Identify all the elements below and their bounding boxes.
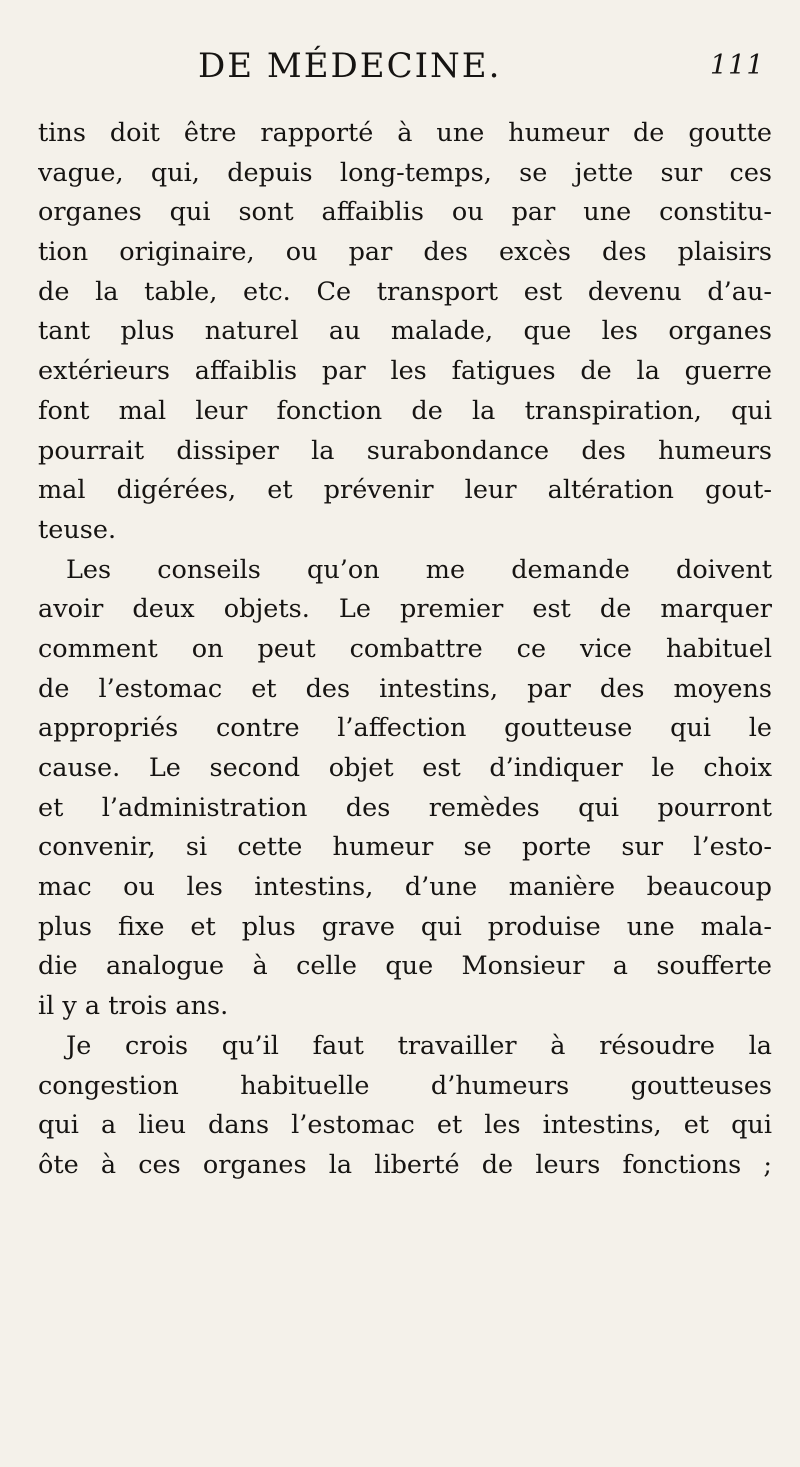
running-head-title: DE MÉDECINE. bbox=[198, 46, 502, 86]
text-line: tant plus naturel au malade, que les organes bbox=[38, 316, 772, 347]
paragraph-start-line: Les conseils qu’on me demande doivent bbox=[66, 554, 772, 585]
text-line: ôte à ces organes la liberté de leurs fonctions ; bbox=[38, 1149, 772, 1180]
text-line: vague, qui, depuis long-temps, se jette sur ces bbox=[38, 157, 772, 188]
page-number: 111 bbox=[710, 50, 765, 81]
text-line: qui a lieu dans l’estomac et les intestins, et qui bbox=[38, 1110, 772, 1141]
paragraph-end-line: teuse. bbox=[38, 514, 117, 545]
text-line: cause. Le second objet est d’indiquer le choix bbox=[38, 753, 772, 783]
text-line: organes qui sont affaiblis ou par une constitu- bbox=[38, 197, 772, 228]
text-line: appropriés contre l’affection goutteuse qui le bbox=[38, 713, 772, 744]
text-line: et l’administration des remèdes qui pourront bbox=[38, 792, 772, 823]
text-line: tion originaire, ou par des excès des plaisirs bbox=[38, 237, 772, 268]
text-line: mac ou les intestins, d’une manière beaucoup bbox=[38, 872, 772, 903]
paragraph-end-line: il y a trois ans. bbox=[38, 991, 229, 1022]
text-line: plus fixe et plus grave qui produise une mala- bbox=[38, 911, 772, 942]
text-line: extérieurs affaiblis par les fatigues de la guerre bbox=[38, 356, 772, 387]
text-line: de la table, etc. Ce transport est devenu d’au- bbox=[38, 276, 772, 307]
text-line: avoir deux objets. Le premier est de marquer bbox=[38, 594, 772, 625]
text-line: congestion habituelle d’humeurs goutteuses bbox=[38, 1070, 772, 1101]
text-line: pourrait dissiper la surabondance des humeurs bbox=[38, 435, 772, 466]
text-line: convenir, si cette humeur se porte sur l’esto- bbox=[38, 832, 772, 863]
text-line: tins doit être rapporté à une humeur de goutte bbox=[38, 118, 772, 148]
text-line: font mal leur fonction de la transpiration, qui bbox=[38, 395, 772, 426]
text-line: mal digérées, et prévenir leur altération gout- bbox=[38, 475, 772, 506]
body-text bbox=[38, 114, 772, 1186]
paragraph-start-line: Je crois qu’il faut travailler à résoudre la bbox=[66, 1030, 772, 1061]
text-line: de l’estomac et des intestins, par des moyens bbox=[38, 673, 772, 704]
running-head bbox=[0, 36, 800, 96]
text-line: comment on peut combattre ce vice habituel bbox=[38, 633, 772, 664]
text-line: die analogue à celle que Monsieur a soufferte bbox=[38, 951, 772, 982]
